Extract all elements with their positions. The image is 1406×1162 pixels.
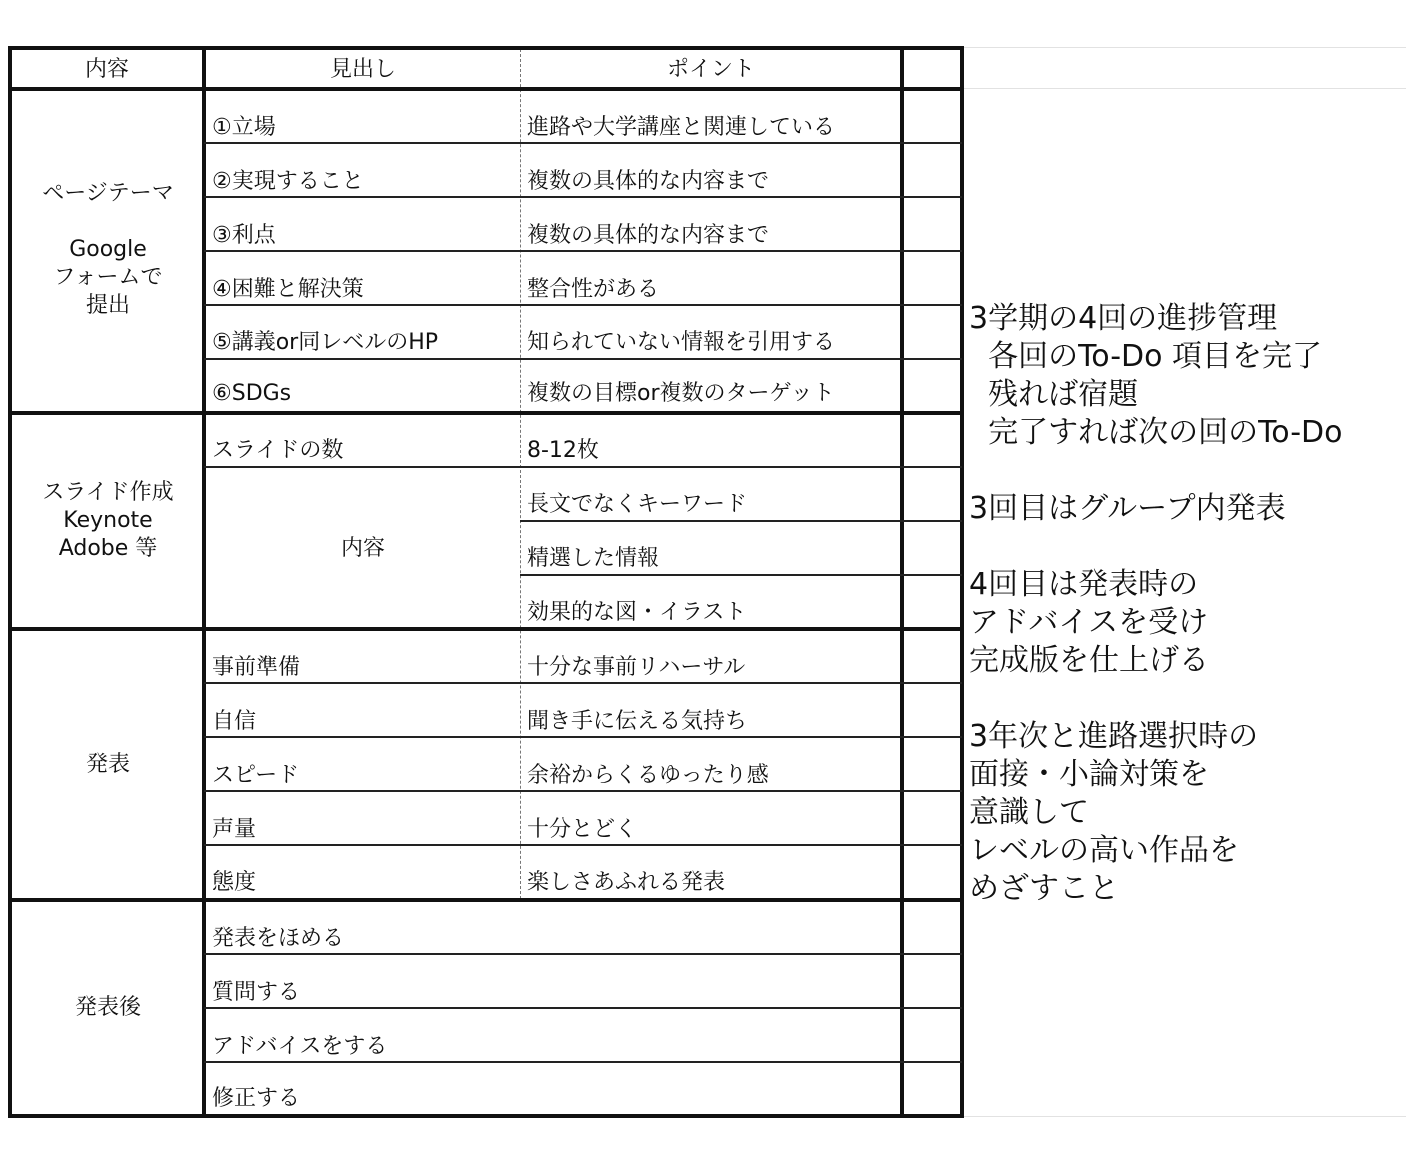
point-cell: 知られていない情報を引用する: [527, 330, 836, 355]
row-line: [204, 466, 962, 468]
row-line: [204, 1007, 962, 1009]
category-line: フォームで: [53, 265, 163, 290]
section-divider: [8, 411, 964, 415]
point-cell: 十分とどく: [527, 817, 638, 842]
heading-cell: ③利点: [212, 223, 276, 248]
header-divider: [8, 87, 964, 91]
row-line: [204, 790, 962, 792]
point-cell: 効果的な図・イラスト: [527, 600, 747, 625]
heading-cell: 態度: [212, 870, 257, 895]
table-border-top: [8, 46, 964, 50]
row-line: [204, 304, 962, 306]
point-cell: 進路や大学講座と関連している: [527, 115, 836, 140]
point-cell: 複数の具体的な内容まで: [527, 169, 770, 194]
row-line: [204, 358, 962, 360]
point-cell: 整合性がある: [527, 277, 660, 302]
row-line: [204, 953, 962, 955]
section-divider: [8, 898, 964, 902]
category-line: Keynote: [63, 508, 153, 533]
category-line: [12, 208, 204, 236]
heading-cell: アドバイスをする: [212, 1034, 388, 1059]
category-page-theme: [12, 180, 204, 320]
column-dashed-divider: [520, 49, 521, 899]
category-after-presentation: [12, 994, 204, 1022]
row-line: [204, 250, 962, 252]
category-line: Google: [69, 237, 147, 262]
point-cell: 精選した情報: [527, 546, 660, 571]
heading-cell: ④困難と解決策: [212, 277, 364, 302]
heading-cell: 自信: [212, 709, 257, 734]
heading-cell: 質問する: [212, 980, 301, 1005]
point-cell: 8-12枚: [527, 438, 599, 463]
category-line: Adobe 等: [58, 536, 158, 561]
point-cell: 長文でなくキーワード: [527, 492, 748, 517]
table-border-right: [960, 47, 964, 1118]
table-border-bottom: [8, 1114, 964, 1118]
heading-cell: スピード: [212, 763, 300, 788]
point-cell: 複数の目標or複数のターゲット: [527, 381, 835, 406]
column-divider: [900, 47, 904, 1118]
category-line: ページテーマ: [42, 181, 174, 206]
section-divider: [8, 627, 964, 631]
header-point: ポイント: [666, 57, 755, 82]
row-line: [204, 142, 962, 144]
category-line: スライド作成: [42, 480, 174, 505]
merged-heading-cell: 内容: [340, 536, 385, 561]
category-line: 提出: [85, 293, 130, 318]
row-line: [204, 1061, 962, 1063]
point-cell: 余裕からくるゆったり感: [527, 763, 769, 788]
row-line: [204, 736, 962, 738]
header-midashi: 見出し: [329, 57, 396, 82]
category-line: 発表後: [74, 995, 141, 1020]
heading-cell: 事前準備: [212, 655, 301, 680]
header-naiyo: 内容: [84, 57, 129, 82]
heading-cell: ⑥SDGs: [212, 381, 292, 406]
point-cell: 複数の具体的な内容まで: [527, 223, 770, 248]
heading-cell: ⑤講義or同レベルのHP: [212, 330, 439, 355]
category-line: 発表: [85, 752, 130, 777]
heading-cell: 声量: [212, 817, 257, 842]
row-line: [520, 520, 962, 522]
progress-notes: 3学期の4回の進捗管理 各回のTo-Do 項目を完了 残れば宿題 完了すれば次の回のTo-Do 3回目はグループ内発表 4回目は発表時の アドバイスを受け 完成版を仕上げる 3年次と進路選択時の 面接・小論対策を 意識して レベルの高い作品を めざすこと: [969, 301, 1343, 906]
heading-cell: ①立場: [212, 115, 276, 140]
heading-cell: 修正する: [212, 1086, 301, 1111]
row-line: [204, 196, 962, 198]
row-line: [520, 574, 962, 576]
heading-cell: 発表をほめる: [212, 926, 345, 951]
row-line: [204, 682, 962, 684]
point-cell: 楽しさあふれる発表: [527, 870, 726, 895]
heading-cell: スライドの数: [212, 438, 344, 463]
row-line: [204, 844, 962, 846]
point-cell: 聞き手に伝える気持ち: [527, 709, 748, 734]
heading-cell: ②実現すること: [212, 169, 364, 194]
point-cell: 十分な事前リハーサル: [527, 655, 746, 680]
category-slide-creation: [12, 479, 204, 563]
category-presentation: [12, 751, 204, 779]
